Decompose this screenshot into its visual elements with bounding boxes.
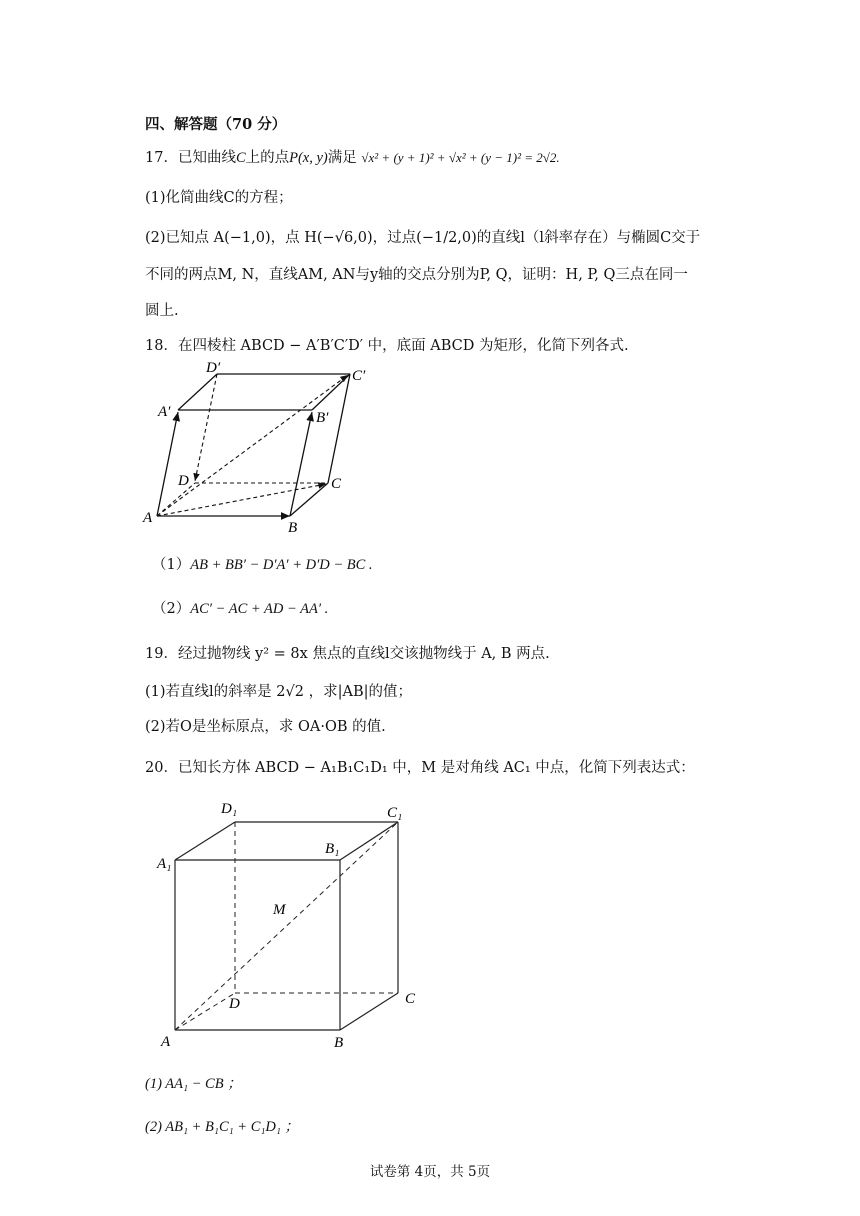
q18-number: 18． <box>145 338 178 354</box>
q18-part2-expr: AC′ − AC + AD − AA′ . <box>190 601 329 617</box>
section-title: 四、解答题（70 分） <box>145 116 287 133</box>
q17-part2-line2: 不同的两点M, N，直线AM, AN与y轴的交点分别为P, Q，证明：H, P, Q三点在同一 <box>145 267 688 283</box>
diagonal-ac1 <box>175 822 398 1030</box>
q18-prism-figure <box>140 360 380 540</box>
label-a: A <box>161 1034 171 1050</box>
q17-part2-line1: (2)已知点 A(−1,0)，点 H(−√6,0)，过点(−1/2,0)的直线l（l斜率存在）与椭圆C交于 <box>145 230 701 246</box>
label-d: D <box>178 473 189 489</box>
label-c: C <box>331 476 342 492</box>
q17-part2-line3: 圆上. <box>145 303 179 319</box>
q19-stem: 19．经过抛物线 y² = 8x 焦点的直线l交该抛物线于 A, B 两点. <box>145 646 550 662</box>
label-m: M <box>273 902 286 918</box>
edge-a1d1 <box>175 822 235 860</box>
label-d1: D₁ <box>221 801 238 817</box>
q17-part1: (1)化简曲线C的方程； <box>145 190 293 206</box>
edge-cc1 <box>328 374 350 483</box>
label-b: B <box>334 1035 344 1051</box>
label-d1: D′ <box>206 360 221 376</box>
q17-stem: 17．已知曲线C上的点P(x, y)满足 √x² + (y + 1)² + √x² + (y − 1)² = 2√2. <box>145 150 560 166</box>
q20-part2: (2) AB₁ + B₁C₁ + C₁D₁ ； <box>145 1119 300 1135</box>
label-a: A <box>143 510 153 526</box>
label-b1: B′ <box>316 410 329 426</box>
q20-cuboid-figure <box>155 790 425 1055</box>
label-c: C <box>405 991 416 1007</box>
page-footer: 试卷第 4页，共 5页 <box>369 1164 491 1180</box>
label-c1: C₁ <box>387 805 403 821</box>
q19-part1: (1)若直线l的斜率是 2√2 ，求|AB|的值； <box>145 684 412 700</box>
edge-b1c1 <box>340 822 398 860</box>
q18-part1-expr: AB + BB′ − D′A′ + D′D − BC . <box>190 557 373 573</box>
label-b: B <box>288 520 298 536</box>
q17-number: 17． <box>145 150 178 166</box>
q18-part2: （2）AC′ − AC + AD − AA′ . <box>152 601 329 617</box>
q20-part1: (1) AA₁ − CB ； <box>145 1076 242 1092</box>
q19-number: 19． <box>145 646 178 662</box>
edge-ad <box>175 993 235 1030</box>
label-c1: C′ <box>352 368 366 384</box>
label-b1: B₁ <box>325 841 340 857</box>
vector-ac1 <box>157 375 348 516</box>
label-d: D <box>229 996 240 1012</box>
q18-stem: 18．在四棱柱 ABCD − A′B′C′D′ 中，底面 ABCD 为矩形，化简下列各式. <box>145 338 629 354</box>
q20-stem: 20．已知长方体 ABCD − A₁B₁C₁D₁ 中，M 是对角线 AC₁ 中点，化简下列表达式： <box>145 760 695 776</box>
q20-number: 20． <box>145 760 178 776</box>
q17-equation: √x² + (y + 1)² + √x² + (y − 1)² = 2√2. <box>361 150 560 165</box>
vector-d1d <box>195 374 217 481</box>
label-a1: A′ <box>158 404 171 420</box>
edge-bc <box>340 993 398 1030</box>
q19-part2: (2)若O是坐标原点，求 OA·OB 的值. <box>145 719 386 735</box>
q18-part1: （1）AB + BB′ − D′A′ + D′D − BC . <box>152 557 373 573</box>
label-a1: A₁ <box>157 856 172 872</box>
